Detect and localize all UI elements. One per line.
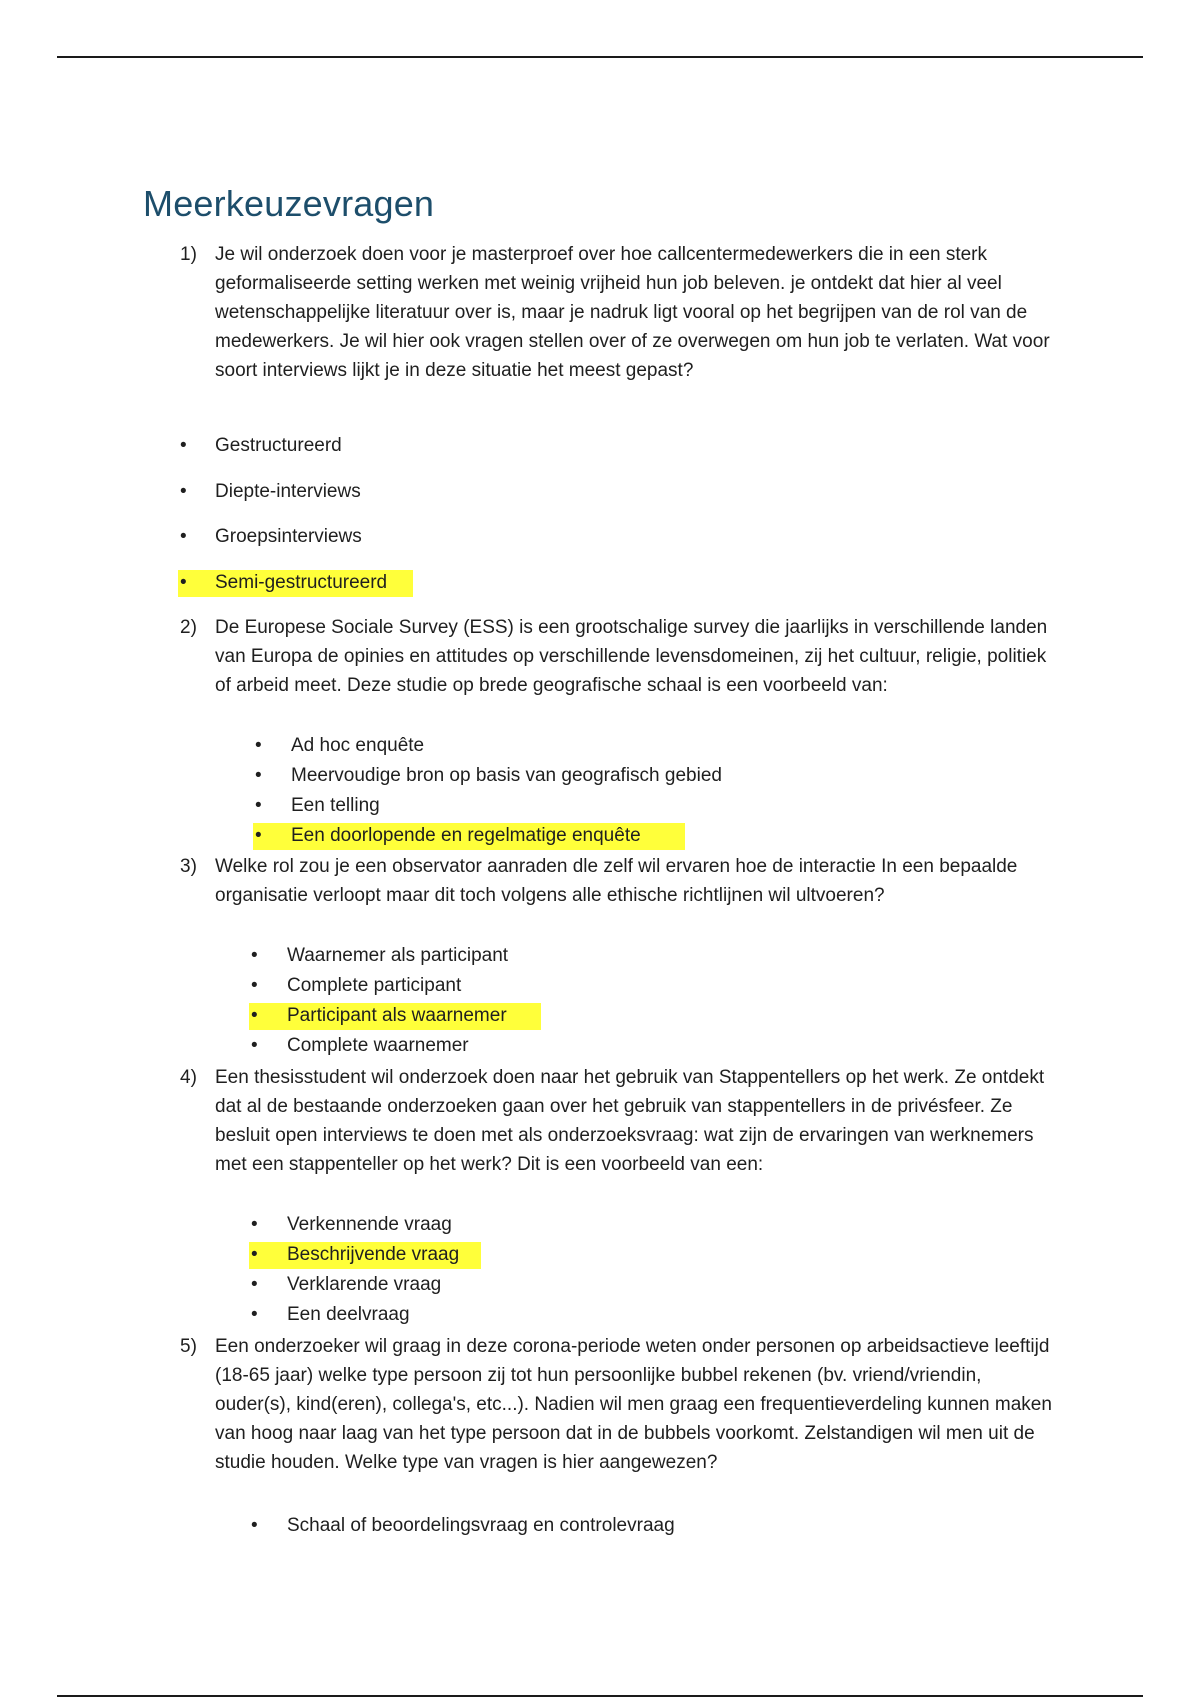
option-label: Waarnemer als participant [287, 945, 509, 966]
option [0, 1511, 1200, 1541]
question-stem [0, 1332, 1200, 1477]
page-heading: Meerkeuzevragen [143, 183, 435, 224]
option-label: Meervoudige bron op basis van geografisch gebied [291, 765, 722, 786]
option [0, 941, 1200, 971]
option [0, 431, 1200, 461]
option-label: Diepte-interviews [215, 481, 361, 502]
bullet-icon: • [251, 1244, 258, 1265]
question-stem [0, 1063, 1200, 1179]
option-label: Groepsinterviews [215, 526, 362, 547]
option-label: Beschrijvende vraag [287, 1244, 460, 1265]
option [0, 1031, 1200, 1061]
question-stem [0, 240, 1200, 385]
option [0, 761, 1200, 791]
option [0, 477, 1200, 507]
option-label: Complete participant [287, 975, 462, 996]
bullet-icon: • [180, 526, 187, 547]
option-label: Complete waarnemer [287, 1035, 469, 1056]
bullet-icon: • [255, 735, 262, 756]
bullet-icon: • [251, 1304, 258, 1325]
option-correct [0, 1001, 1200, 1031]
question-text: Je wil onderzoek doen voor je masterproef over hoe callcentermedewerkers die in een sterk geformaliseerde setting werken met weinig vrijheid hun job beleven. je ontdekt dat hier al veel wetenschappelijke literatuur over is, maar je nadruk ligt vooral op het begrijpen van de rol van de medewerkers. Je wil hier ook vragen stellen over of ze overwegen om hun job te verlaten. Wat voor soort interviews lijkt je in deze situatie het meest gepast? [215, 244, 1050, 381]
question-number: 2) [180, 617, 197, 638]
option [0, 791, 1200, 821]
question-1-options [0, 431, 1200, 598]
bullet-icon: • [255, 795, 262, 816]
question-1 [0, 240, 1200, 385]
question-number: 4) [180, 1067, 197, 1088]
question-text: Een onderzoeker wil graag in deze corona-periode weten onder personen op arbeidsactieve leeftijd (18-65 jaar) welke type persoon zij tot hun persoonlijke bubbel rekenen (bv. vriend/vriendin, ouder(s), kind(eren), collega's, etc...). Nadien wil men graag een frequentieverdeling kunnen maken van hoog naar laag van het type persoon dat in de bubbels voorkomt. Zelstandigen wil men uit de studie houden. Welke type van vragen is hier aangewezen? [215, 1336, 1052, 1473]
bullet-icon: • [180, 435, 187, 456]
question-2-options [0, 731, 1200, 851]
option-correct [0, 1240, 1200, 1270]
question-5 [0, 1332, 1200, 1477]
question-4 [0, 1063, 1200, 1179]
option-label: Semi-gestructureerd [215, 572, 388, 593]
option-label: Verklarende vraag [287, 1274, 442, 1295]
question-number: 5) [180, 1336, 197, 1357]
bullet-icon: • [251, 975, 258, 996]
option-label: Een deelvraag [287, 1304, 410, 1325]
question-2 [0, 613, 1200, 700]
bullet-icon: • [251, 1035, 258, 1056]
option [0, 522, 1200, 552]
option-label: Participant als waarnemer [287, 1005, 507, 1026]
bullet-icon: • [180, 481, 187, 502]
bullet-icon: • [255, 765, 262, 786]
bullet-icon: • [251, 1005, 258, 1026]
question-5-options [0, 1511, 1200, 1541]
question-stem [0, 852, 1200, 910]
option [0, 731, 1200, 761]
option [0, 1300, 1200, 1330]
bullet-icon: • [251, 1214, 258, 1235]
bullet-icon: • [255, 825, 262, 846]
question-3-options [0, 941, 1200, 1061]
bullet-icon: • [251, 1274, 258, 1295]
bullet-icon: • [180, 572, 187, 593]
option-label: Schaal of beoordelingsvraag en controlevraag [287, 1515, 675, 1536]
bullet-icon: • [251, 945, 258, 966]
question-text: Een thesisstudent wil onderzoek doen naar het gebruik van Stappentellers op het werk. Ze ontdekt dat al de bestaande onderzoeken gaan over het gebruik van stappentellers in de privésfeer. Ze besluit open interviews te doen met als onderzoeksvraag: wat zijn de ervaringen van werknemers met een stappenteller op het werk? Dit is een voorbeeld van een: [215, 1067, 1045, 1175]
question-4-options [0, 1210, 1200, 1330]
option-correct [0, 821, 1200, 851]
option-label: Een telling [291, 795, 380, 816]
option-label: Verkennende vraag [287, 1214, 452, 1235]
header-rule [57, 56, 1143, 58]
option-label: Ad hoc enquête [291, 735, 425, 756]
footer-rule [57, 1695, 1143, 1697]
question-number: 1) [180, 244, 197, 265]
question-3 [0, 852, 1200, 910]
question-text: De Europese Sociale Survey (ESS) is een grootschalige survey die jaarlijks in verschillende landen van Europa de opinies en attitudes op verschillende levensdomeinen, zij het cultuur, religie, politiek of arbeid meet. Deze studie op brede geografische schaal is een voorbeeld van: [215, 617, 1048, 696]
option-label: Een doorlopende en regelmatige enquête [291, 825, 641, 846]
option-correct [0, 568, 1200, 598]
question-number: 3) [180, 856, 197, 877]
question-text: Welke rol zou je een observator aanraden dle zelf wil ervaren hoe de interactie In een bepaalde organisatie verloopt maar dit toch volgens alle ethische richtlijnen wil ultvoeren? [215, 856, 1018, 906]
option [0, 971, 1200, 1001]
question-stem [0, 613, 1200, 700]
option [0, 1210, 1200, 1240]
bullet-icon: • [251, 1515, 258, 1536]
option [0, 1270, 1200, 1300]
option-label: Gestructureerd [215, 435, 342, 456]
